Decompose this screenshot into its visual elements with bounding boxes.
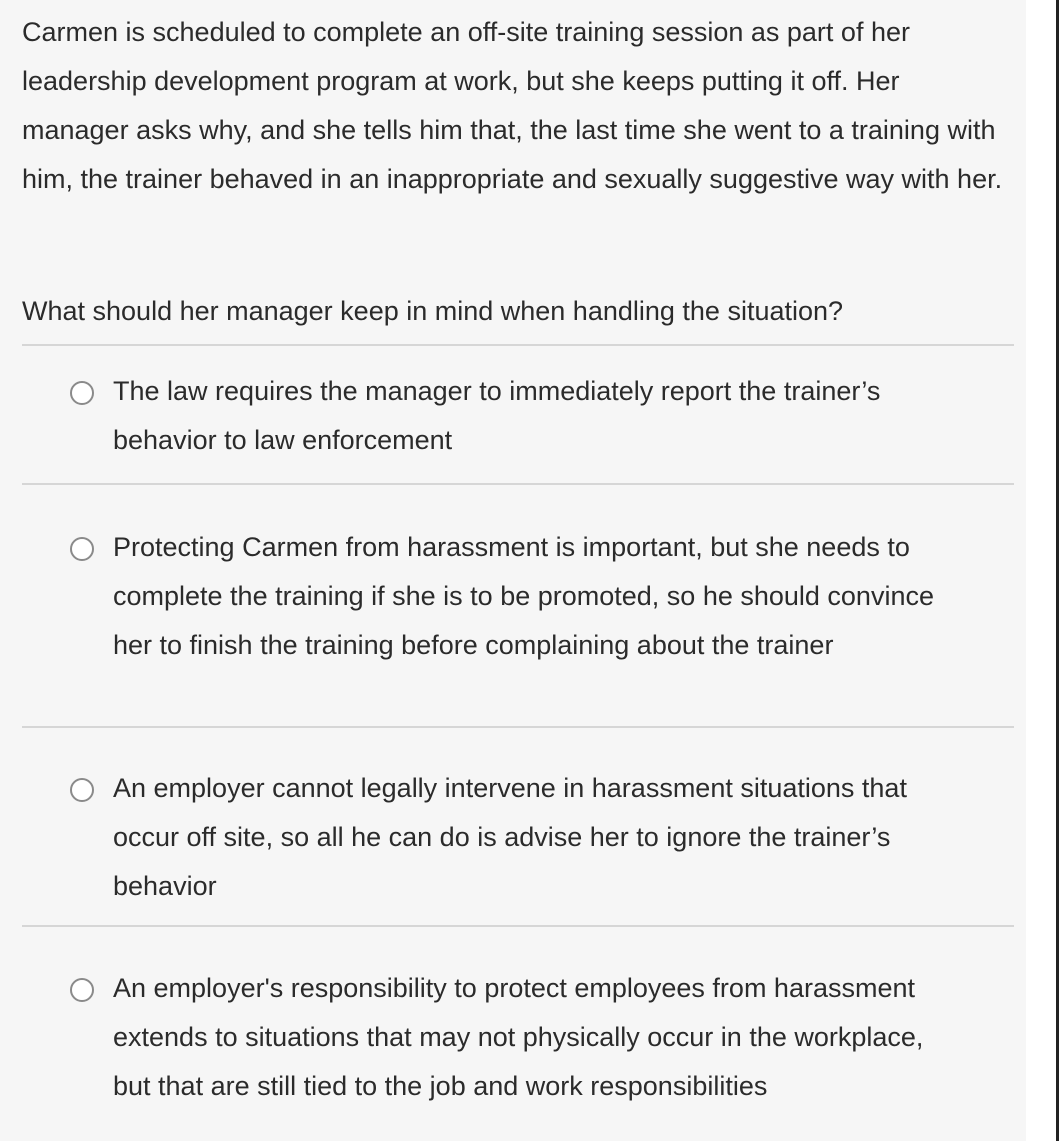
divider <box>22 483 1014 485</box>
answer-option-label: An employer cannot legally intervene in harassment situations that occur off site, so all he can do is advise her to ignore the trainer’s behavior <box>113 773 907 901</box>
divider <box>22 925 1014 927</box>
divider <box>22 344 1014 346</box>
radio-button[interactable] <box>70 381 94 405</box>
answer-option-label: The law requires the manager to immediately report the trainer’s behavior to law enforcement <box>113 376 881 455</box>
answer-option-label: An employer's responsibility to protect employees from harassment extends to situations that may not physically occur in the workplace, but that are still tied to the job and work responsibilities <box>113 973 924 1101</box>
radio-button[interactable] <box>70 778 94 802</box>
divider <box>22 726 1014 728</box>
radio-button[interactable] <box>70 978 94 1002</box>
answer-option-label: Protecting Carmen from harassment is important, but she needs to complete the training if she is to be promoted, so he should convince her to finish the training before complaining about the trainer <box>113 532 934 660</box>
radio-button[interactable] <box>70 537 94 561</box>
question-prompt: What should her manager keep in mind when handling the situation? <box>22 296 844 326</box>
question-stem: Carmen is scheduled to complete an off-site training session as part of her leadership development program at work, but she keeps putting it off. Her manager asks why, and she tells him that, the last time she went to a training with him, the trainer behaved in an inappropriate and sexually suggestive way with her. <box>22 17 1003 194</box>
